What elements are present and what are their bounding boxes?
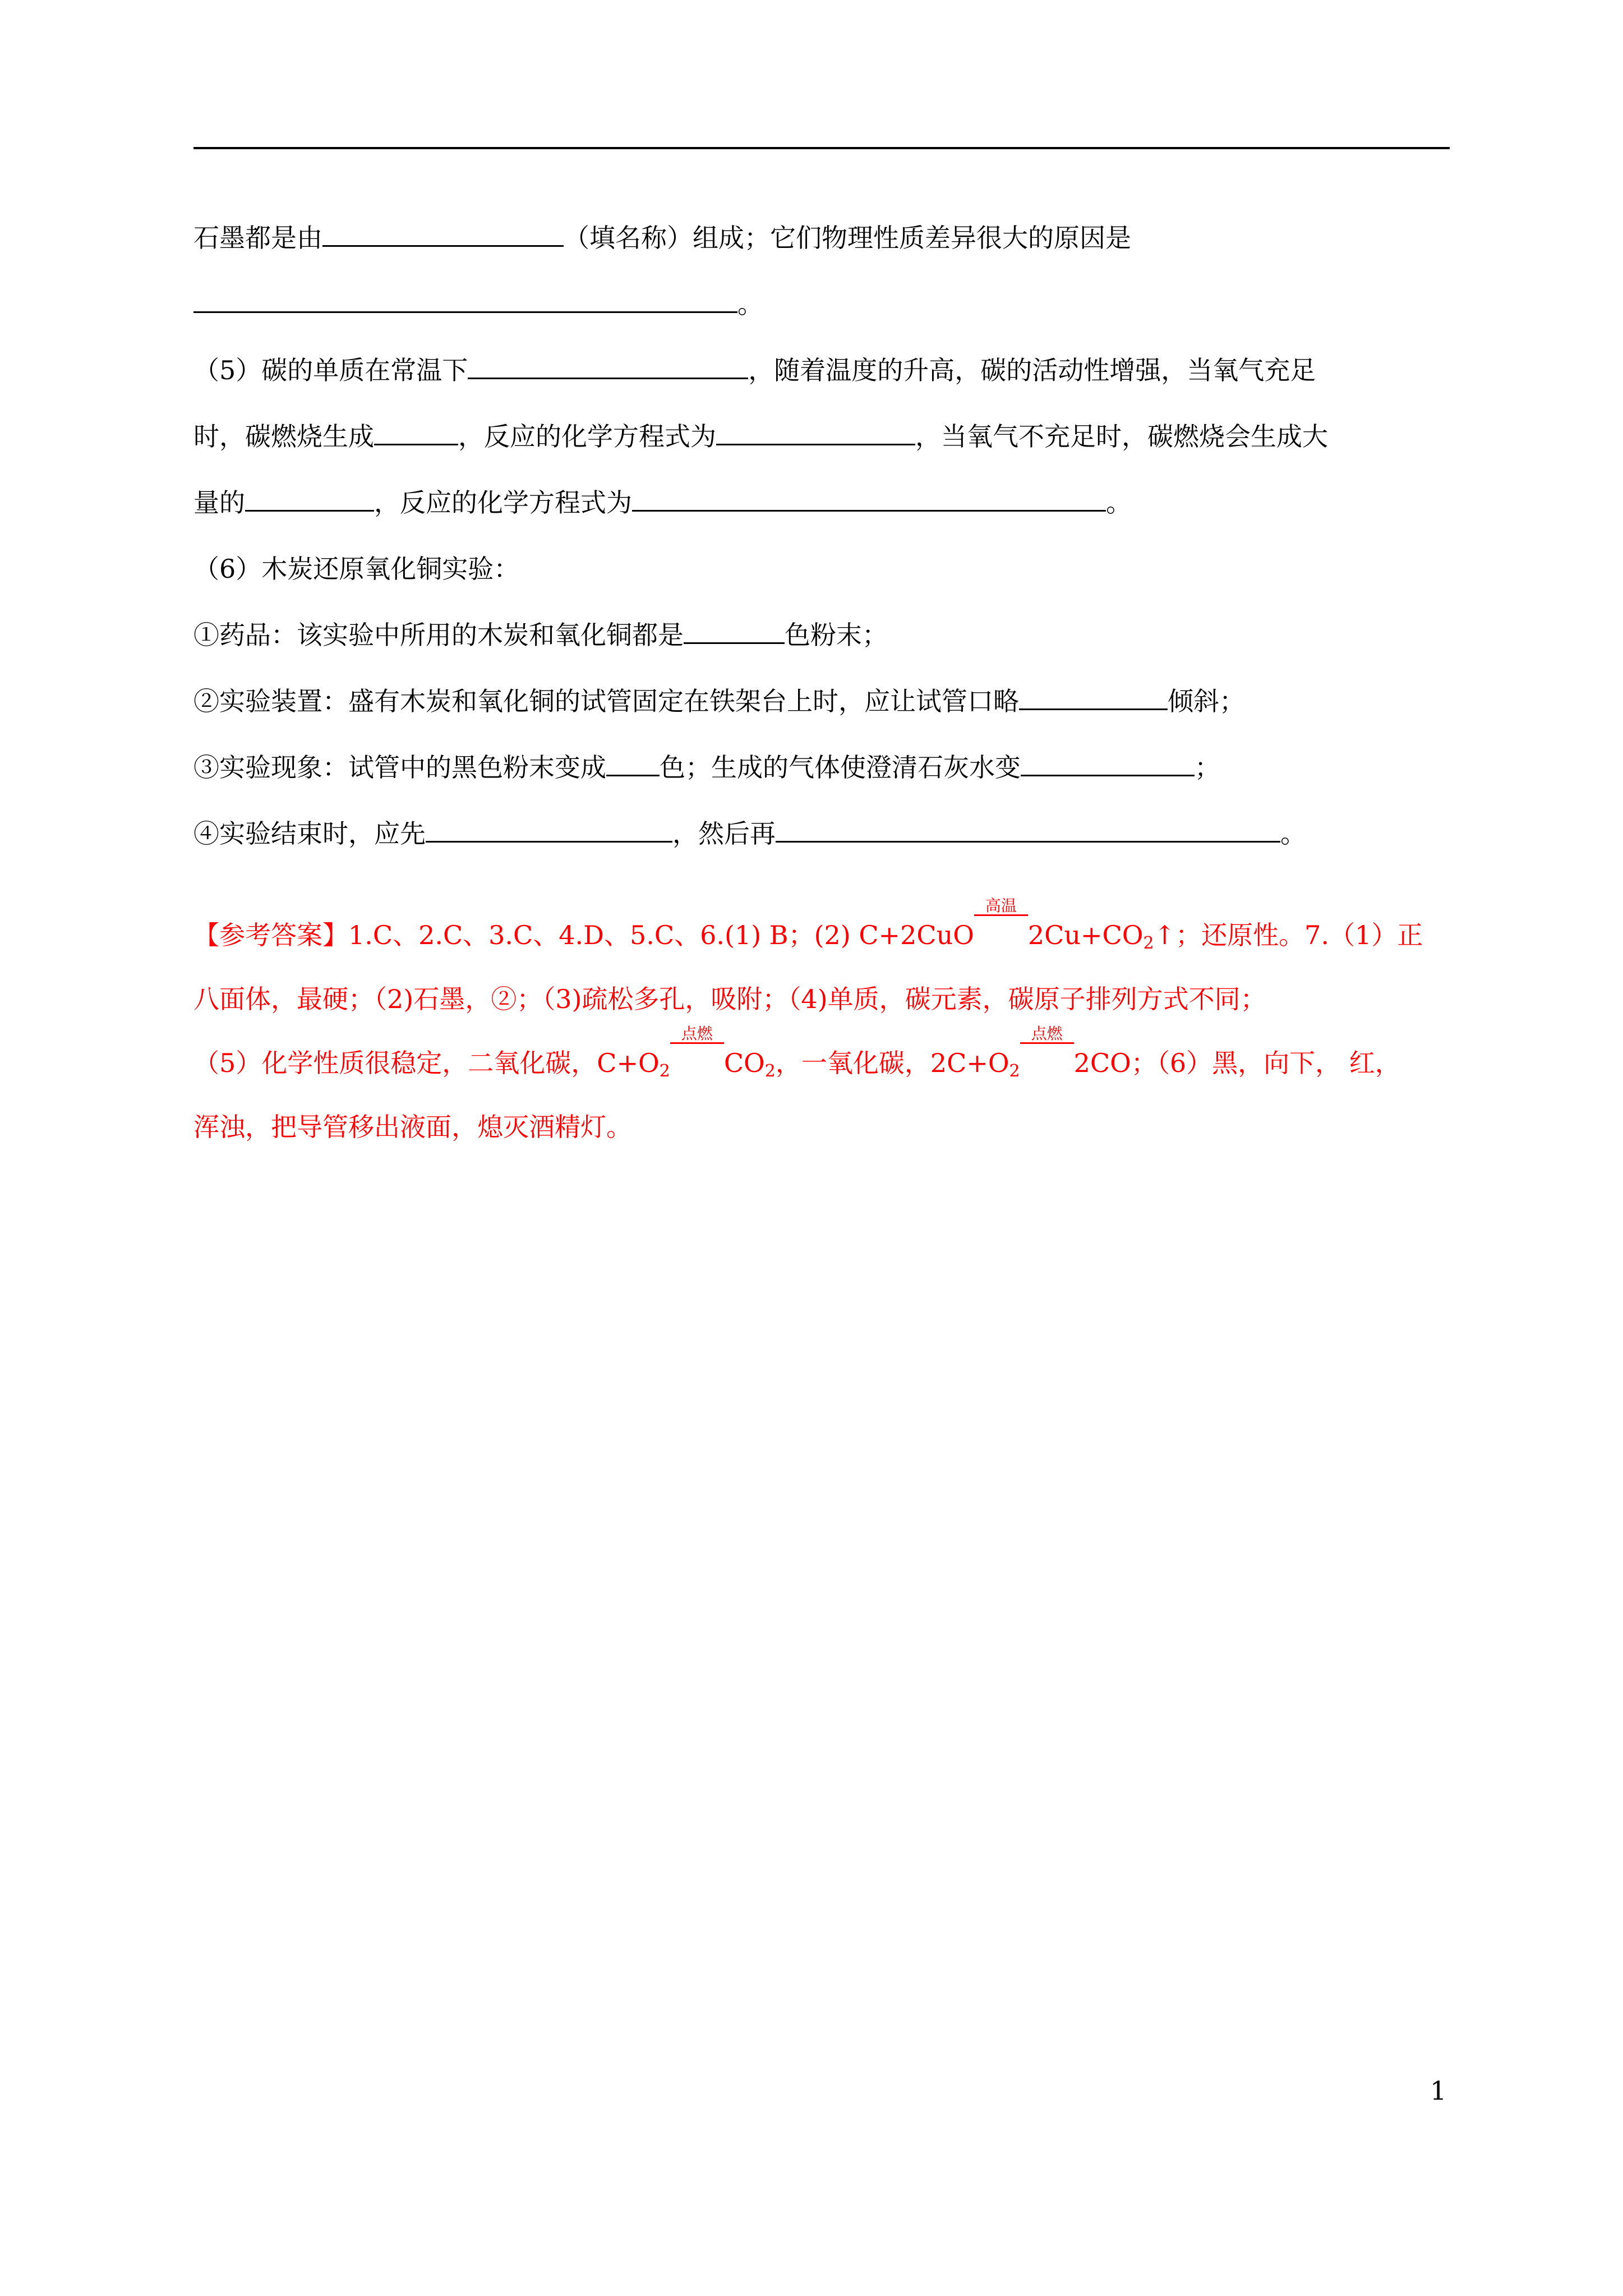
text: ，然后再	[672, 818, 776, 849]
question-line	[193, 403, 1455, 470]
text: 1.C、2.C、3.C、4.D、5.C、6.(1) B；(2) C+2CuO	[348, 920, 974, 950]
text: ③实验现象：试管中的黑色粉末变成	[193, 752, 606, 783]
question-line	[193, 337, 1455, 403]
answer-blank[interactable]	[716, 421, 915, 445]
text: （5）碳的单质在常温下	[193, 355, 468, 385]
subscript: 2	[1009, 1061, 1020, 1081]
answer-blank[interactable]	[374, 421, 458, 445]
condition-label: 点燃	[1020, 1025, 1074, 1044]
text: ，反应的化学方程式为	[374, 487, 632, 518]
text: CO	[723, 1048, 765, 1078]
text: ，一氧化碳，2C+O	[775, 1048, 1009, 1078]
answer-blank[interactable]	[1019, 686, 1168, 710]
text: 色粉末；	[785, 620, 888, 650]
text: 时，碳燃烧生成	[193, 421, 374, 452]
page-number: 1	[1430, 2076, 1447, 2106]
text: （5）化学性质很稳定，二氧化碳，C+O	[193, 1048, 660, 1078]
condition-label: 点燃	[670, 1025, 724, 1044]
text: 量的	[193, 487, 245, 518]
answer-line	[193, 1024, 1455, 1095]
text: 。	[1280, 818, 1306, 849]
question-line	[193, 602, 1455, 668]
header-rule	[193, 147, 1450, 149]
text: 2CO；（6）黑，向下， 红，	[1073, 1048, 1401, 1078]
text: ①药品：该实验中所用的木炭和氧化铜都是	[193, 620, 684, 650]
answer-title: 【参考答案】	[193, 920, 348, 950]
text: ②实验装置：盛有木炭和氧化铜的试管固定在铁架台上时，应让试管口略	[193, 686, 1019, 716]
answer-blank[interactable]	[1021, 752, 1195, 776]
answer-blank[interactable]	[322, 223, 564, 247]
answer-blank[interactable]	[632, 487, 1106, 512]
text: ④实验结束时，应先	[193, 818, 426, 849]
answer-line	[193, 1095, 1455, 1159]
answer-blank[interactable]	[684, 620, 785, 644]
text: 。	[1106, 487, 1132, 518]
text: ；	[1195, 752, 1220, 783]
answer-blank[interactable]	[426, 818, 672, 843]
text: 石墨都是由	[193, 223, 322, 253]
text: 倾斜；	[1168, 686, 1245, 716]
reaction-condition	[974, 896, 1028, 967]
text: 2Cu+CO	[1027, 920, 1144, 950]
subscript: 2	[1143, 933, 1154, 953]
text: ，当氧气不充足时，碳燃烧会生成大	[915, 421, 1328, 452]
question-line	[193, 271, 1455, 337]
subscript: 2	[659, 1061, 670, 1081]
question-line	[193, 470, 1455, 536]
reaction-condition	[670, 1024, 724, 1095]
text: ↑；还原性。7.（1）正	[1154, 920, 1423, 950]
text: 浑浊，把导管移出液面，熄灭酒精灯。	[193, 1112, 632, 1142]
question-text	[193, 205, 1455, 867]
answer-line	[193, 896, 1455, 967]
answer-blank[interactable]	[245, 487, 374, 512]
text: 色；生成的气体使澄清石灰水变	[660, 752, 1021, 783]
condition-label: 高温	[974, 898, 1028, 916]
text: （填名称）组成；它们物理性质差异很大的原因是	[564, 223, 1131, 253]
text: ，反应的化学方程式为	[458, 421, 716, 452]
answer-line	[193, 967, 1455, 1031]
question-line	[193, 536, 1455, 602]
subscript: 2	[764, 1061, 776, 1081]
question-line	[193, 668, 1455, 734]
reference-answer	[193, 896, 1455, 1159]
text: 八面体，最硬；（2)石墨，②；（3)疏松多孔，吸附；（4)单质，碳元素，碳原子排列方式不同；	[193, 984, 1266, 1014]
text: 。	[737, 289, 763, 319]
answer-blank[interactable]	[776, 818, 1280, 843]
question-line	[193, 800, 1455, 867]
text: ，随着温度的升高，碳的活动性增强，当氧气充足	[748, 355, 1316, 385]
question-line	[193, 205, 1455, 271]
answer-blank[interactable]	[193, 289, 737, 313]
answer-blank[interactable]	[606, 752, 660, 776]
answer-blank[interactable]	[468, 355, 748, 379]
text: （6）木炭还原氧化铜实验：	[193, 554, 520, 584]
reaction-condition	[1020, 1024, 1074, 1095]
question-line	[193, 734, 1455, 800]
